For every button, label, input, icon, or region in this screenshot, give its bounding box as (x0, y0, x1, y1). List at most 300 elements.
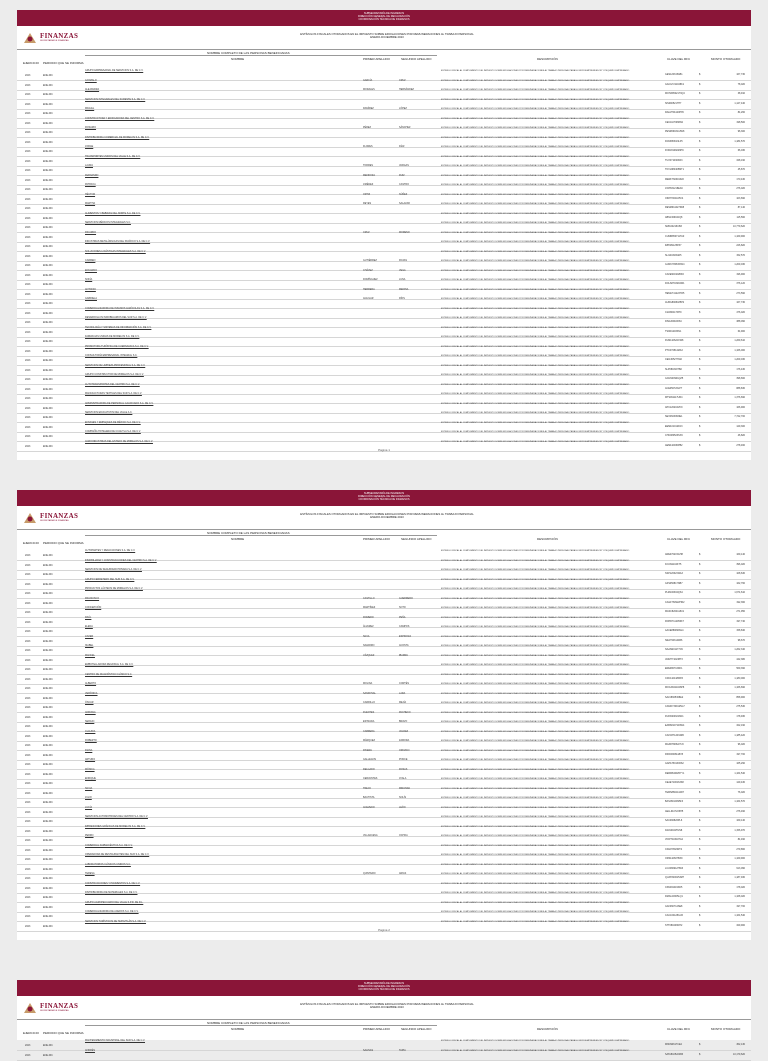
cell-nombre[interactable]: LABORATORIOS CLÍNICOS UNIDOS S.C. (85, 862, 131, 866)
cell-descripcion: ESTÍMULO FISCAL AL CUMPLIMIENTO DEL IMPUESTO SOBRE EROGACIONES POR REMUNERACIONES AL TRABAJO PERSONAL PARA EL MICROEMPRENDEDOR Y PEQUEÑO EMPRESARIO (441, 70, 630, 72)
cell-monto: 1,166,690 (734, 686, 745, 689)
cell-descripcion: ESTÍMULO FISCAL AL CUMPLIMIENTO DEL IMPUESTO SOBRE EROGACIONES POR REMUNERACIONES AL TRABAJO PERSONAL PARA EL MICROEMPRENDEDOR Y PEQUEÑO EMPRESARIO (441, 920, 630, 923)
cell-monto: 129,430 (736, 781, 745, 784)
cell-monto: 273,590 (736, 291, 745, 295)
cell-monto: 275,530 (736, 705, 745, 708)
cell-nombre[interactable]: GABRIELA (85, 297, 97, 300)
cell-descripcion: ESTÍMULO FISCAL AL CUMPLIMIENTO DEL IMPUESTO SOBRE EROGACIONES POR REMUNERACIONES AL TRABAJO PERSONAL PARA EL MICROEMPRENDEDOR Y PEQUEÑO EMPRESARIO (441, 844, 630, 847)
cell-primer-apellido: FLORES (363, 145, 373, 148)
cell-descripcion: ESTÍMULO FISCAL AL CUMPLIMIENTO DEL IMPUESTO SOBRE EROGACIONES POR REMUNERACIONES AL TRABAJO PERSONAL PARA EL MICROEMPRENDEDOR Y PEQUEÑO EMPRESARIO (441, 1049, 630, 1052)
cell-monto: 84,490 (737, 838, 745, 841)
cell-rfc: VAIM7710238T3 (665, 657, 683, 661)
cell-ejercicio: 2023 (25, 416, 31, 419)
cell-periodo: ENE-DIC (43, 264, 53, 267)
col-rfc: CLAVE DEL RFC (667, 57, 691, 61)
currency-symbol: $ (699, 771, 701, 775)
currency-symbol: $ (699, 610, 701, 613)
cell-segundo-apellido: PEÑA (399, 615, 406, 619)
cell-nombre[interactable]: AGROINDUSTRIAS DEL ESTADO DE MORELOS S.A. DE C.V. (85, 439, 153, 443)
cell-nombre[interactable]: CENTRO DE DIAGNÓSTICO CLÍNICO S.C. (85, 672, 133, 676)
cell-nombre[interactable]: GRUPO CONSTRUCTOR DE MORELOS S.A. DE C.V. (85, 373, 144, 376)
cell-rfc: RESM9110276D8 (665, 206, 685, 209)
cell-nombre[interactable]: PEDRO (85, 834, 94, 837)
cell-ejercicio: 2023 (25, 387, 31, 391)
cell-monto: 329,900 (736, 923, 745, 927)
cell-ejercicio: 2023 (25, 425, 31, 429)
title-line: ESTÍMULOS FISCALES OTORGADOS EN EL IMPUESTO SOBRE EROGACIONES POR REMUNERACIONES AL TRABAJO PERSONAL (300, 512, 474, 516)
cell-nombre[interactable]: EDUARDO (85, 268, 97, 272)
currency-symbol: $ (699, 177, 701, 181)
currency-symbol: $ (699, 348, 701, 352)
cell-nombre[interactable]: MANTENIMIENTO INDUSTRIAL DEL SUR S.A. DE C.V. (85, 1039, 145, 1042)
cell-descripcion: ESTÍMULO FISCAL AL CUMPLIMIENTO DEL IMPUESTO SOBRE EROGACIONES POR REMUNERACIONES AL TRABAJO PERSONAL PARA EL MICROEMPRENDEDOR Y PEQUEÑO EMPRESARIO (441, 645, 630, 647)
col-segundo-apellido: SEGUNDO APELLIDO (401, 1027, 432, 1031)
cell-rfc: MERF7606193Z2 (665, 177, 684, 181)
currency-symbol: $ (699, 914, 701, 917)
cell-nombre[interactable]: SERGIO (85, 720, 95, 723)
cell-rfc: GAV060714SE8 (665, 904, 683, 908)
cell-monto: 226,820 (736, 244, 745, 247)
cell-periodo: ENE-DIC (43, 772, 53, 776)
currency-symbol: $ (699, 158, 701, 162)
currency-symbol: $ (699, 434, 701, 437)
cell-ejercicio: 2023 (25, 649, 31, 652)
cell-nombre[interactable]: SERVICIOS EDUCATIVOS DEL VALLE A.C. (85, 411, 133, 414)
cell-nombre[interactable]: DESARROLLOS INMOBILIARIOS DEL SUR S.A. DE C.V. (85, 316, 147, 319)
cell-nombre[interactable]: JULIO (85, 796, 92, 799)
cell-segundo-apellido: PONCE (399, 758, 408, 761)
cell-nombre[interactable]: INMOBILIARIA Y CONSTRUCCIONES DEL CENTRO S.A. DE C.V. (85, 558, 157, 562)
cell-periodo: ENE-DIC (43, 630, 53, 633)
cell-ejercicio: 2023 (25, 829, 31, 833)
cell-periodo: ENE-DIC (43, 725, 53, 728)
cell-nombre[interactable]: RAÚL (85, 615, 92, 619)
cell-monto: 1,169,900 (734, 234, 745, 238)
currency-symbol: $ (699, 857, 701, 860)
cell-nombre[interactable]: OPERADORA DE RESTAURANTES DEL SUR S.A. DE C.V. (85, 853, 150, 856)
report-page (17, 10, 751, 460)
currency-symbol: $ (699, 1052, 701, 1056)
cell-descripcion: ESTÍMULO FISCAL AL CUMPLIMIENTO DEL IMPUESTO SOBRE EROGACIONES POR REMUNERACIONES AL TRABAJO PERSONAL PARA EL MICROEMPRENDEDOR Y PEQUEÑO EMPRESARIO (441, 260, 630, 262)
cell-primer-apellido: QUINTERO (363, 872, 376, 875)
cell-ejercicio: 2023 (25, 368, 31, 372)
currency-symbol: $ (699, 657, 701, 661)
cell-ejercicio: 2023 (25, 915, 31, 918)
currency-symbol: $ (699, 253, 701, 257)
cell-ejercicio: 2023 (25, 226, 31, 229)
cell-nombre[interactable]: ALBERTO (85, 682, 97, 685)
cell-monto: 1,156,970 (734, 828, 745, 832)
cell-nombre[interactable]: LAURA (85, 164, 93, 167)
cell-rfc: CEAE7106163K8 (665, 781, 684, 784)
document-title (217, 513, 557, 520)
cell-ejercicio: 2023 (25, 397, 31, 400)
cell-descripcion: ESTÍMULO FISCAL AL CUMPLIMIENTO DEL IMPUESTO SOBRE EROGACIONES POR REMUNERACIONES AL TRABAJO PERSONAL PARA EL MICROEMPRENDEDOR Y PEQUEÑO EMPRESARIO (441, 288, 630, 291)
cell-nombre[interactable]: EMBOTELLADORA REGIONAL S.A. DE C.V. (85, 663, 134, 666)
cell-nombre[interactable]: MIGUEL (85, 107, 95, 110)
cell-primer-apellido: ROMERO (363, 615, 374, 619)
cell-monto: 197,740 (736, 619, 745, 623)
currency-symbol: $ (699, 215, 701, 219)
currency-symbol: $ (699, 781, 701, 784)
cell-nombre[interactable]: ROSARIO (85, 126, 97, 129)
cell-nombre[interactable]: ÓSCAR (85, 701, 94, 704)
cell-periodo: ENE-DIC (43, 1044, 53, 1047)
currency-symbol: $ (699, 790, 701, 794)
cell-monto: 1,187,930 (734, 876, 745, 879)
cell-rfc: FUPA9003216N1 (665, 714, 684, 718)
cell-ejercicio: 2023 (25, 273, 31, 277)
cell-rfc: MASC8204118U1 (665, 610, 685, 613)
cell-ejercicio: 2023 (25, 782, 31, 785)
cell-ejercicio: 2023 (25, 810, 31, 814)
cell-nombre[interactable]: SERVICIOS MÉDICOS INTEGRALES S.C. (85, 221, 131, 224)
cell-rfc: CHC080523SX6 (665, 434, 683, 437)
cell-periodo: ENE-DIC (43, 406, 53, 410)
cell-nombre[interactable]: COMERCIALIZADORA DE INSUMOS AGRÍCOLAS S.A. DE C.V. (85, 306, 155, 310)
banner-line: DIRECCIÓN GENERAL DE RECAUDACIÓN (358, 985, 410, 989)
cell-rfc: IMP081125PZ7 (665, 244, 682, 247)
cell-descripcion: ESTÍMULO FISCAL AL CUMPLIMIENTO DEL IMPUESTO SOBRE EROGACIONES POR REMUNERACIONES AL TRABAJO PERSONAL PARA EL MICROEMPRENDEDOR Y PEQUEÑO EMPRESARIO (441, 440, 630, 443)
cell-descripcion: ESTÍMULO FISCAL AL CUMPLIMIENTO DEL IMPUESTO SOBRE EROGACIONES POR REMUNERACIONES AL TRABAJO PERSONAL PARA EL MICROEMPRENDEDOR Y PEQUEÑO EMPRESARIO (441, 578, 630, 581)
cell-descripcion: ESTÍMULO FISCAL AL CUMPLIMIENTO DEL IMPUESTO SOBRE EROGACIONES POR REMUNERACIONES AL TRABAJO PERSONAL PARA EL MICROEMPRENDEDOR Y PEQUEÑO EMPRESARIO (441, 203, 630, 205)
cell-periodo: ENE-DIC (43, 582, 53, 586)
cell-descripcion: ESTÍMULO FISCAL AL CUMPLIMIENTO DEL IMPUESTO SOBRE EROGACIONES POR REMUNERACIONES AL TRABAJO PERSONAL PARA EL MICROEMPRENDEDOR Y PEQUEÑO EMPRESARIO (441, 683, 630, 685)
cell-ejercicio: 2023 (25, 283, 31, 286)
cell-ejercicio: 2023 (25, 150, 31, 153)
cell-nombre[interactable]: MANUEL (85, 653, 95, 657)
cell-nombre[interactable]: GRUPO EMPRESARIAL DE SERVICIOS S.A. DE C.V. (85, 69, 144, 72)
cell-descripcion: ESTÍMULO FISCAL AL CUMPLIMIENTO DEL IMPUESTO SOBRE EROGACIONES POR REMUNERACIONES AL TRABAJO PERSONAL PARA EL MICROEMPRENDEDOR Y PEQUEÑO EMPRESARIO (441, 664, 630, 666)
col-segundo-apellido: SEGUNDO APELLIDO (401, 537, 432, 541)
currency-symbol: $ (699, 291, 701, 295)
currency-symbol: $ (699, 581, 701, 585)
cell-periodo: ENE-DIC (43, 131, 53, 134)
column-header (17, 49, 751, 70)
cell-monto: 398,660 (736, 377, 745, 380)
cell-descripcion: ESTÍMULO FISCAL AL CUMPLIMIENTO DEL IMPUESTO SOBRE EROGACIONES POR REMUNERACIONES AL TRABAJO PERSONAL PARA EL MICROEMPRENDEDOR Y PEQUEÑO EMPRESARIO (441, 241, 630, 243)
cell-nombre[interactable]: ENVASES Y EMPAQUES DE MÉXICO S.A. DE C.V. (85, 420, 141, 424)
cell-nombre[interactable]: GRUPO FERRETERO DEL SUR S.A. DE C.V. (85, 577, 135, 581)
cell-nombre[interactable]: ISABEL (85, 644, 94, 647)
col-nombre: NOMBRE (231, 1027, 245, 1031)
currency-symbol: $ (699, 724, 701, 727)
cell-nombre[interactable]: IMPRESIONES GRÁFICAS DE MORELOS S.A. DE C.V. (85, 824, 146, 828)
cell-nombre[interactable]: PRODUCTOS LÁCTEOS DE MORELOS S.A. DE C.V. (85, 587, 143, 590)
cell-primer-apellido: FUENTES (363, 710, 375, 714)
cell-rfc: HEMA7412237R5 (665, 291, 685, 295)
cell-segundo-apellido: CASTRO (399, 183, 409, 186)
cell-nombre[interactable]: TECNOLOGÍA Y SISTEMAS DE INFORMACIÓN S.A. DE C.V. (85, 325, 152, 329)
cell-descripcion: ESTÍMULO FISCAL AL CUMPLIMIENTO DEL IMPUESTO SOBRE EROGACIONES POR REMUNERACIONES AL TRABAJO PERSONAL PARA EL MICROEMPRENDEDOR Y PEQUEÑO EMPRESARIO (441, 787, 630, 790)
cell-descripcion: ESTÍMULO FISCAL AL CUMPLIMIENTO DEL IMPUESTO SOBRE EROGACIONES POR REMUNERACIONES AL TRABAJO PERSONAL PARA EL MICROEMPRENDEDOR Y PEQUEÑO EMPRESARIO (441, 421, 630, 424)
cell-monto: 476,020 (736, 310, 745, 314)
cell-segundo-apellido: ARIAS (399, 872, 407, 875)
cell-nombre[interactable]: ENRIQUE (85, 777, 96, 780)
currency-symbol: $ (699, 828, 701, 832)
cell-nombre[interactable]: COMERCIALIZADORA DE ACEROS S.A. DE C.V. (85, 910, 139, 913)
cell-periodo: ENE-DIC (43, 397, 53, 400)
currency-symbol: $ (699, 553, 701, 556)
cell-primer-apellido: ACEVEDO (363, 805, 375, 809)
currency-symbol: $ (699, 377, 701, 380)
cell-ejercicio: 2023 (25, 83, 31, 87)
cell-rfc: GAPA7501306S2 (665, 762, 684, 765)
cell-ejercicio: 2023 (25, 668, 31, 671)
cell-monto: 388,090 (736, 320, 745, 323)
cell-descripcion: ESTÍMULO FISCAL AL CUMPLIMIENTO DEL IMPUESTO SOBRE EROGACIONES POR REMUNERACIONES AL TRABAJO PERSONAL PARA EL MICROEMPRENDEDOR Y PEQUEÑO EMPRESARIO (441, 193, 630, 196)
cell-nombre[interactable]: SOFÍA (85, 278, 93, 281)
cell-primer-apellido: NAVARRO (363, 644, 375, 647)
cell-nombre[interactable]: SILVIA (85, 786, 93, 790)
cell-primer-apellido: GUTIÉRREZ (363, 259, 377, 262)
cell-descripcion: ESTÍMULO FISCAL AL CUMPLIMIENTO DEL IMPUESTO SOBRE EROGACIONES POR REMUNERACIONES AL TRABAJO PERSONAL PARA EL MICROEMPRENDEDOR Y PEQUEÑO EMPRESARIO (441, 759, 630, 761)
cell-segundo-apellido: TAPIA (399, 1048, 406, 1052)
cell-segundo-apellido: ACOSTA (399, 644, 409, 647)
cell-rfc: FUM110622CW8 (665, 339, 684, 342)
cell-monto: 1,180,000 (734, 676, 745, 680)
cell-descripcion: ESTÍMULO FISCAL AL CUMPLIMIENTO DEL IMPUESTO SOBRE EROGACIONES POR REMUNERACIONES AL TRABAJO PERSONAL PARA EL MICROEMPRENDEDOR Y PEQUEÑO EMPRESARIO (441, 825, 630, 828)
cell-rfc: CEC110708MN2 (665, 120, 683, 124)
cell-rfc: SMI100216UB3 (665, 225, 682, 228)
cell-nombre[interactable]: ARTURO (85, 758, 96, 761)
group-divider (85, 1025, 437, 1026)
cell-rfc: PESR690314JW8 (665, 130, 685, 133)
cell-ejercicio: 2023 (25, 658, 31, 662)
cell-nombre[interactable]: SERVICIOS DE SEGURIDAD PRIVADA S.A. DE C.V. (85, 568, 142, 571)
cell-ejercicio: 2023 (25, 302, 31, 305)
currency-symbol: $ (699, 187, 701, 190)
currency-symbol: $ (699, 367, 701, 371)
finanzas-logo (23, 1001, 103, 1015)
cell-rfc: GFS050817NB7 (665, 581, 683, 585)
cell-monto: 913,090 (736, 866, 745, 870)
cell-periodo: ENE-DIC (43, 340, 53, 343)
cell-rfc: DERM8409257Y1 (665, 771, 685, 775)
cell-nombre[interactable]: COMERCIAL FARMACÉUTICA S.A. DE C.V. (85, 843, 133, 847)
cell-periodo: ENE-DIC (43, 283, 53, 286)
cell-ejercicio: 2023 (25, 725, 31, 728)
cell-segundo-apellido: MEDINA (399, 287, 409, 291)
cell-nombre[interactable]: DISTRIBUIDORA COMERCIAL DE MORELOS S.A. DE C.V. (85, 135, 150, 139)
cell-ejercicio: 2023 (25, 1044, 31, 1047)
cell-segundo-apellido: AYALA (399, 777, 407, 780)
cell-ejercicio: 2023 (25, 592, 31, 595)
cell-nombre[interactable]: SOLUCIONES LOGÍSTICAS INTEGRALES S.A. DE C.V. (85, 249, 146, 253)
cell-descripcion: ESTÍMULO FISCAL AL CUMPLIMIENTO DEL IMPUESTO SOBRE EROGACIONES POR REMUNERACIONES AL TRABAJO PERSONAL PARA EL MICROEMPRENDEDOR Y PEQUEÑO EMPRESARIO (441, 326, 630, 329)
currency-symbol: $ (699, 762, 701, 765)
cell-monto: 1,674,610 (734, 591, 745, 594)
currency-symbol: $ (699, 82, 701, 86)
cell-nombre[interactable]: GONZALO (85, 78, 97, 82)
cell-nombre[interactable]: TERESA (85, 872, 95, 875)
cell-periodo: ENE-DIC (43, 706, 53, 709)
cell-rfc: STT080403NH2 (665, 923, 683, 927)
cell-nombre[interactable]: CLAUDIA (85, 729, 96, 733)
cell-nombre[interactable]: CONSTRUCTORA Y EDIFICADORA DEL CENTRO S.A. DE C.V. (85, 116, 155, 120)
cell-nombre[interactable]: CONSULTORÍA EMPRESARIAL INTEGRAL S.C. (85, 354, 138, 357)
cell-ejercicio: 2023 (25, 763, 31, 766)
cell-descripcion: ESTÍMULO FISCAL AL CUMPLIMIENTO DEL IMPUESTO SOBRE EROGACIONES POR REMUNERACIONES AL TRABAJO PERSONAL PARA EL MICROEMPRENDEDOR Y PEQUEÑO EMPRESARIO (441, 336, 630, 338)
group-divider (85, 535, 437, 536)
cell-nombre[interactable]: MANUFACTURAS TEXTILES DEL SUR S.A. DE C.V. (85, 392, 142, 395)
col-rfc: CLAVE DEL RFC (667, 1027, 691, 1031)
cell-periodo: ENE-DIC (43, 169, 53, 172)
banner-line: SUBSECRETARÍA DE INGRESOS (363, 982, 405, 985)
cell-rfc: CAGF760922HR2 (665, 600, 685, 604)
cell-nombre[interactable]: MARTHA (85, 202, 96, 205)
cell-primer-apellido: ESTRADA (363, 720, 375, 723)
banner-line: COORDINACIÓN TÉCNICA DE INGRESOS (358, 18, 410, 22)
currency-symbol: $ (699, 73, 701, 76)
col-periodo: PERIODO QUE SE INFORMA (43, 61, 84, 65)
currency-symbol: $ (699, 301, 701, 304)
cell-periodo: ENE-DIC (43, 829, 53, 833)
cell-nombre[interactable]: SERVICIOS TURÍSTICOS DE TEPOZTLÁN S.A. DE C.V. (85, 919, 147, 923)
cell-segundo-apellido: LUNA (399, 278, 406, 281)
cell-nombre[interactable]: ADMINISTRADORA DE PERSONAL CALIFICADO S.A. DE C.V. (85, 401, 154, 405)
cell-ejercicio: 2023 (25, 706, 31, 709)
cell-ejercicio: 2023 (25, 924, 31, 928)
currency-symbol: $ (699, 895, 701, 898)
cell-nombre[interactable]: HÉCTOR (85, 192, 96, 196)
cell-periodo: ENE-DIC (43, 677, 53, 681)
cell-segundo-apellido: CRUZ (399, 78, 406, 82)
cell-nombre[interactable]: AUTOPARTES Y REFACCIONES S.A. DE C.V. (85, 549, 136, 552)
cell-monto: 569,390 (736, 667, 745, 670)
currency-symbol: $ (699, 206, 701, 209)
cell-nombre[interactable]: FERNANDO (85, 173, 99, 177)
currency-symbol: $ (699, 443, 701, 447)
cell-primer-apellido: HERRERA (363, 287, 375, 291)
col-group-names: NOMBRE COMPLETO DE LAS PERSONAS BENEFICIADAS (207, 531, 290, 535)
cell-periodo: ENE-DIC (43, 93, 53, 96)
cell-ejercicio: 2023 (25, 753, 31, 757)
cell-nombre[interactable]: RICARDO (85, 230, 97, 234)
cell-rfc: PTC070814MA3 (665, 348, 683, 352)
cell-nombre[interactable]: SERVICIOS AUTOMOTRICES DEL CENTRO S.A. DE C.V. (85, 815, 148, 818)
col-ejercicio: EJERCICIO (23, 61, 40, 65)
cell-nombre[interactable]: VERÓNICA (85, 691, 98, 695)
cell-nombre[interactable]: LUCÍA (85, 805, 93, 809)
cell-ejercicio: 2023 (25, 554, 31, 557)
cell-nombre[interactable]: GRUPO AGROPECUARIO DEL VALLE S.P.R. DE R.L. (85, 900, 144, 904)
cell-periodo: ENE-DIC (43, 121, 53, 125)
cell-nombre[interactable]: DISTRIBUIDORA DE MATERIALES S.A. DE C.V. (85, 891, 138, 894)
cell-ejercicio: 2023 (25, 112, 31, 115)
cell-rfc: JICP831218EA6 (665, 187, 683, 190)
cell-nombre[interactable]: SERVICIOS DE LIMPIEZA PROFESIONAL S.A. DE C.V. (85, 363, 146, 367)
cell-nombre[interactable]: PATRICIA (85, 183, 96, 186)
cell-monto: 396,020 (736, 562, 745, 566)
cell-descripcion: ESTÍMULO FISCAL AL CUMPLIMIENTO DEL IMPUESTO SOBRE EROGACIONES POR REMUNERACIONES AL TRABAJO PERSONAL PARA EL MICROEMPRENDEDOR Y PEQUEÑO EMPRESARIO (441, 184, 630, 186)
cell-nombre[interactable]: AUTOTRANSPORTES DEL CENTRO S.A. DE C.V. (85, 382, 140, 386)
cell-descripcion: ESTÍMULO FISCAL AL CUMPLIMIENTO DEL IMPUESTO SOBRE EROGACIONES POR REMUNERACIONES AL TRABAJO PERSONAL PARA EL MICROEMPRENDEDOR Y PEQUEÑO EMPRESARIO (441, 374, 630, 376)
cell-ejercicio: 2023 (25, 905, 31, 909)
cell-monto: 198,500 (736, 120, 745, 124)
cell-primer-apellido: RIVERA (363, 748, 372, 752)
cell-nombre[interactable]: CONCEPCIÓN (85, 606, 102, 609)
cell-nombre[interactable]: CONSTRUCCIONES Y PAVIMENTOS S.A. DE C.V. (85, 881, 141, 885)
cell-periodo: ENE-DIC (43, 867, 53, 871)
cell-nombre[interactable]: ANTONIO (85, 287, 96, 291)
cell-nombre[interactable]: DIANA (85, 748, 93, 752)
cell-ejercicio: 2023 (25, 772, 31, 776)
cell-periodo: ENE-DIC (43, 387, 53, 391)
cell-segundo-apellido: SÁNCHEZ (399, 126, 411, 129)
cell-periodo: ENE-DIC (43, 311, 53, 315)
cell-descripcion: ESTÍMULO FISCAL AL CUMPLIMIENTO DEL IMPUESTO SOBRE EROGACIONES POR REMUNERACIONES AL TRABAJO PERSONAL PARA EL MICROEMPRENDEDOR Y PEQUEÑO EMPRESARIO (441, 212, 630, 215)
cell-monto: 1,209,030 (734, 263, 745, 266)
cell-nombre[interactable]: SERVICIOS INTEGRALES DEL SURESTE S.A. DE C.V. (85, 97, 146, 101)
cell-rfc: MIS090617CE4 (665, 1043, 682, 1046)
logo-text: FINANZAS (40, 32, 79, 40)
cell-nombre[interactable]: CARMEN (85, 259, 96, 262)
cell-descripcion: ESTÍMULO FISCAL AL CUMPLIMIENTO DEL IMPUESTO SOBRE EROGACIONES POR REMUNERACIONES AL TRABAJO PERSONAL PARA EL MICROEMPRENDEDOR Y PEQUEÑO EMPRESARIO (441, 882, 630, 885)
currency-symbol: $ (699, 809, 701, 813)
cell-nombre[interactable]: FARMACIAS UNIDAS DE MORELOS S.A. DE C.V. (85, 335, 140, 338)
cell-nombre[interactable]: JORGE (85, 145, 94, 148)
state-seal-icon (23, 1002, 37, 1014)
cell-nombre[interactable]: ALEJANDRA (85, 88, 100, 91)
banner-line: COORDINACIÓN TÉCNICA DE INGRESOS (358, 498, 410, 502)
cell-ejercicio: 2023 (25, 839, 31, 842)
cell-rfc: ERE080716DF1 (665, 667, 683, 670)
currency-symbol: $ (699, 386, 701, 390)
cell-nombre[interactable]: ANDRÉS (85, 1048, 95, 1052)
cell-nombre[interactable]: JAVIER (85, 634, 94, 638)
cell-ejercicio: 2023 (25, 877, 31, 880)
cell-periodo: ENE-DIC (43, 791, 53, 795)
cell-segundo-apellido: SOLÍS (399, 796, 407, 799)
cell-descripcion: ESTÍMULO FISCAL AL CUMPLIMIENTO DEL IMPUESTO SOBRE EROGACIONES POR REMUNERACIONES AL TRABAJO PERSONAL PARA EL MICROEMPRENDEDOR Y PEQUEÑO EMPRESARIO (441, 873, 630, 875)
cell-segundo-apellido: LEÓN (399, 805, 406, 809)
cell-rfc: SAC090826PL6 (665, 819, 683, 822)
cell-ejercicio: 2023 (25, 1053, 31, 1057)
cell-descripcion: ESTÍMULO FISCAL AL CUMPLIMIENTO DEL IMPUESTO SOBRE EROGACIONES POR REMUNERACIONES AL TRABAJO PERSONAL PARA EL MICROEMPRENDEDOR Y PEQUEÑO EMPRESARIO (441, 863, 630, 866)
cell-rfc: FODJ8109226H9 (665, 149, 684, 152)
cell-nombre[interactable]: ROBERTO (85, 739, 97, 742)
cell-periodo: ENE-DIC (43, 877, 53, 880)
currency-symbol: $ (699, 234, 701, 238)
cell-nombre[interactable]: COMPAÑÍA HOTELERA DE CUAUTLA S.A. DE C.V. (85, 430, 141, 433)
logo-text: FINANZAS (40, 1002, 79, 1010)
cell-rfc: CUMR850711TA0 (665, 234, 685, 238)
currency-symbol: $ (699, 705, 701, 708)
cell-nombre[interactable]: FRANCISCO (85, 596, 100, 600)
cell-periodo: ENE-DIC (43, 416, 53, 419)
cell-periodo: ENE-DIC (43, 140, 53, 144)
cell-nombre[interactable]: INDUSTRIAS METALÚRGICAS DEL PACÍFICO S.A. DE C.V. (85, 240, 151, 243)
cell-nombre[interactable]: ADRIANA (85, 710, 96, 714)
currency-symbol: $ (699, 272, 701, 276)
cell-nombre[interactable]: TRANSPORTES UNIDOS DEL VALLE S.A. DE C.V. (85, 154, 141, 158)
cell-nombre[interactable]: ELENA (85, 625, 93, 628)
banner-line: DIRECCIÓN GENERAL DE RECAUDACIÓN (358, 495, 410, 499)
cell-periodo: ENE-DIC (43, 554, 53, 557)
cell-descripcion: ESTÍMULO FISCAL AL CUMPLIMIENTO DEL IMPUESTO SOBRE EROGACIONES POR REMUNERACIONES AL TRABAJO PERSONAL PARA EL MICROEMPRENDEDOR Y PEQUEÑO EMPRESARIO (441, 298, 630, 300)
cell-descripcion: ESTÍMULO FISCAL AL CUMPLIMIENTO DEL IMPUESTO SOBRE EROGACIONES POR REMUNERACIONES AL TRABAJO PERSONAL PARA EL MICROEMPRENDEDOR Y PEQUEÑO EMPRESARIO (441, 597, 630, 600)
cell-monto: 348,190 (736, 158, 745, 162)
cell-nombre[interactable]: ALIMENTOS Y BEBIDAS DEL NORTE S.A. DE C.V. (85, 211, 141, 215)
cell-nombre[interactable]: PROMOTORA TURÍSTICA DE CUERNAVACA S.A. DE C.V. (85, 344, 149, 348)
cell-ejercicio: 2023 (25, 169, 31, 172)
cell-segundo-apellido: MORENO (399, 230, 410, 234)
cell-ejercicio: 2023 (25, 886, 31, 890)
cell-monto: 196,900 (736, 272, 745, 276)
cell-nombre[interactable]: MÓNICA (85, 767, 95, 771)
cell-primer-apellido: SALINAS (363, 1048, 374, 1052)
